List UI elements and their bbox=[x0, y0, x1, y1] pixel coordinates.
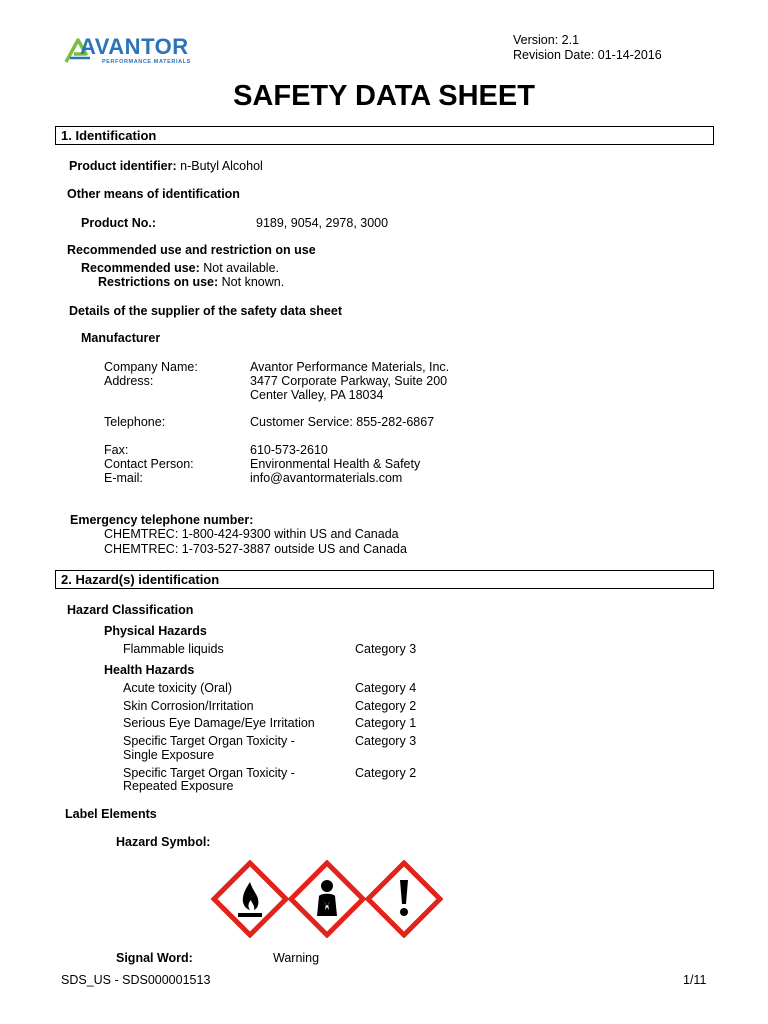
logo-text: AVANTOR bbox=[80, 34, 189, 59]
company-name-value: Avantor Performance Materials, Inc. bbox=[250, 360, 450, 374]
section-2-header bbox=[55, 570, 714, 589]
telephone-label: Telephone: bbox=[104, 415, 166, 429]
avantor-logo bbox=[62, 30, 202, 70]
signal-word-label: Signal Word: bbox=[116, 951, 193, 965]
contact-person-value: Environmental Health & Safety bbox=[250, 457, 421, 471]
recommended-heading: Recommended use and restriction on use bbox=[67, 243, 316, 257]
contact-person-label: Contact Person: bbox=[104, 457, 194, 471]
product-identifier-value: n-Butyl Alcohol bbox=[176, 159, 263, 173]
health-hazard-name: Acute toxicity (Oral) bbox=[123, 681, 233, 695]
restrictions-on-use bbox=[98, 275, 284, 289]
supplier-heading: Details of the supplier of the safety data sheet bbox=[69, 304, 342, 318]
document-id: SDS_US - SDS000001513 bbox=[61, 973, 211, 987]
telephone-value: Customer Service: 855-282-6867 bbox=[250, 415, 435, 429]
fax-value: 610-573-2610 bbox=[250, 443, 328, 457]
recommended-use bbox=[81, 261, 279, 275]
health-hazard-category: Category 3 bbox=[355, 734, 417, 748]
health-hazard-category: Category 4 bbox=[355, 681, 417, 695]
product-no-label: Product No.: bbox=[81, 216, 156, 230]
address-line-2: Center Valley, PA 18034 bbox=[250, 388, 384, 402]
page-title: SAFETY DATA SHEET bbox=[233, 80, 535, 112]
email-label: E-mail: bbox=[104, 471, 143, 485]
product-identifier-label: Product identifier: bbox=[69, 159, 177, 173]
version: Version: 2.1 bbox=[513, 33, 580, 47]
health-hazard-category: Category 1 bbox=[355, 716, 417, 730]
fax-label: Fax: bbox=[104, 443, 129, 457]
address-line-1: 3477 Corporate Parkway, Suite 200 bbox=[250, 374, 448, 388]
physical-hazards-label: Physical Hazards bbox=[104, 624, 207, 638]
restrictions-value: Not known. bbox=[218, 275, 285, 289]
flame-pictogram-icon bbox=[211, 860, 289, 938]
product-identifier bbox=[69, 159, 263, 173]
restrictions-label: Restrictions on use: bbox=[98, 275, 219, 289]
email-link[interactable]: info@avantormaterials.com bbox=[250, 471, 403, 485]
label-elements-label: Label Elements bbox=[65, 807, 157, 821]
emergency-label: Emergency telephone number: bbox=[70, 513, 254, 527]
exclamation-mark-pictogram-icon bbox=[365, 860, 443, 938]
health-hazard-name: Serious Eye Damage/Eye Irritation bbox=[123, 716, 315, 730]
section-1-heading: 1. Identification bbox=[61, 128, 157, 143]
signal-word-value: Warning bbox=[273, 951, 320, 965]
other-means-label: Other means of identification bbox=[67, 187, 240, 201]
recommended-use-value: Not available. bbox=[199, 261, 279, 275]
company-name-label: Company Name: bbox=[104, 360, 198, 374]
health-hazard-name-line-2: Single Exposure bbox=[123, 748, 215, 762]
hazard-symbol-label: Hazard Symbol: bbox=[116, 835, 211, 849]
health-hazard-name: Skin Corrosion/Irritation bbox=[123, 699, 254, 713]
manufacturer-label: Manufacturer bbox=[81, 331, 161, 345]
health-hazard-name: Specific Target Organ Toxicity - bbox=[123, 734, 295, 748]
logo-subtext: PERFORMANCE MATERIALS bbox=[102, 59, 191, 65]
section-2-heading: 2. Hazard(s) identification bbox=[61, 572, 220, 587]
page-number: 1/11 bbox=[683, 973, 707, 987]
section-1-header bbox=[55, 126, 714, 145]
product-no-value: 9189, 9054, 2978, 3000 bbox=[256, 216, 389, 230]
health-hazard-pictogram-icon bbox=[288, 860, 366, 938]
health-hazard-category: Category 2 bbox=[355, 699, 417, 713]
health-hazards-label: Health Hazards bbox=[104, 663, 195, 677]
health-hazard-name-line-2: Repeated Exposure bbox=[123, 779, 234, 793]
physical-hazard-category: Category 3 bbox=[355, 642, 417, 656]
health-hazard-category: Category 2 bbox=[355, 766, 417, 780]
health-hazard-name: Specific Target Organ Toxicity - bbox=[123, 766, 295, 780]
emergency-line-1: CHEMTREC: 1-800-424-9300 within US and Canada bbox=[104, 527, 399, 541]
revision-date: Revision Date: 01-14-2016 bbox=[513, 48, 662, 62]
physical-hazard-name: Flammable liquids bbox=[123, 642, 224, 656]
address-label: Address: bbox=[104, 374, 154, 388]
hazard-classification-label: Hazard Classification bbox=[67, 603, 194, 617]
recommended-use-label: Recommended use: bbox=[81, 261, 200, 275]
emergency-line-2: CHEMTREC: 1-703-527-3887 outside US and Canada bbox=[104, 542, 407, 556]
